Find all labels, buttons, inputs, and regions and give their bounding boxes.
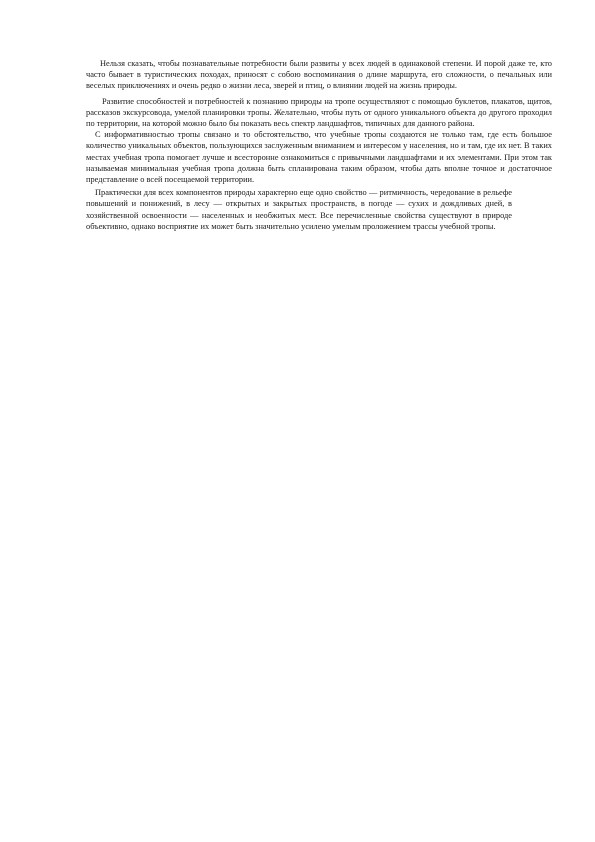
paragraph-rhythmicity: Практически для всех компонентов природы характерно еще одно свойство — ритмичность, чередование в рельефе повышений и понижений, в лесу — открытых и закрытых пространств, в погоде — сухих и дождливых дней, в хозяйственной освоенности — населенных и необжитых мест. Все перечисленные свойства существуют в природе объективно, однако восприятие их может быть значительно усилено умелым проложением трассы учебной тропы. xyxy=(86,188,512,231)
paragraph-trail-informativeness: С информативностью тропы связано и то обстоятельство, что учебные тропы создаются не только там, где есть большое количество уникальных объектов, пользующихся заслуженным вниманием и интересом у населения, но и там, где их нет. В таких местах учебная тропа помогает лучше и всесторонне ознакомиться с привычными ландшафтами и их элементами. При этом так называемая минимальная учебная тропа должна быть спланирована таким образом, чтобы дать вполне точное и достаточное представление о всей посещаемой территории. xyxy=(86,130,552,185)
paragraph-trail-tools: Развитие способностей и потребностей к познанию природы на тропе осуществляют с помощью буклетов, плакатов, щитов, рассказов экскурсовода, умелой планировки тропы. Желательно, чтобы путь от одного уникального объекта до другого проходил по территории, на которой можно было бы показать весь спектр ландшафтов, типичных для данного района. xyxy=(86,96,552,129)
paragraph-cognitive-needs: Нельзя сказать, чтобы познавательные потребности были развиты у всех людей в одинаковой степени. И порой даже те, кто часто бывает в туристических походах, приносят с собою воспоминания о длине маршрута, его сложности, о печальных или веселых приключениях и очень редко о жизни леса, зверей и птиц, о влиянии людей на жизнь природы. xyxy=(86,59,552,91)
document-body xyxy=(86,58,552,232)
